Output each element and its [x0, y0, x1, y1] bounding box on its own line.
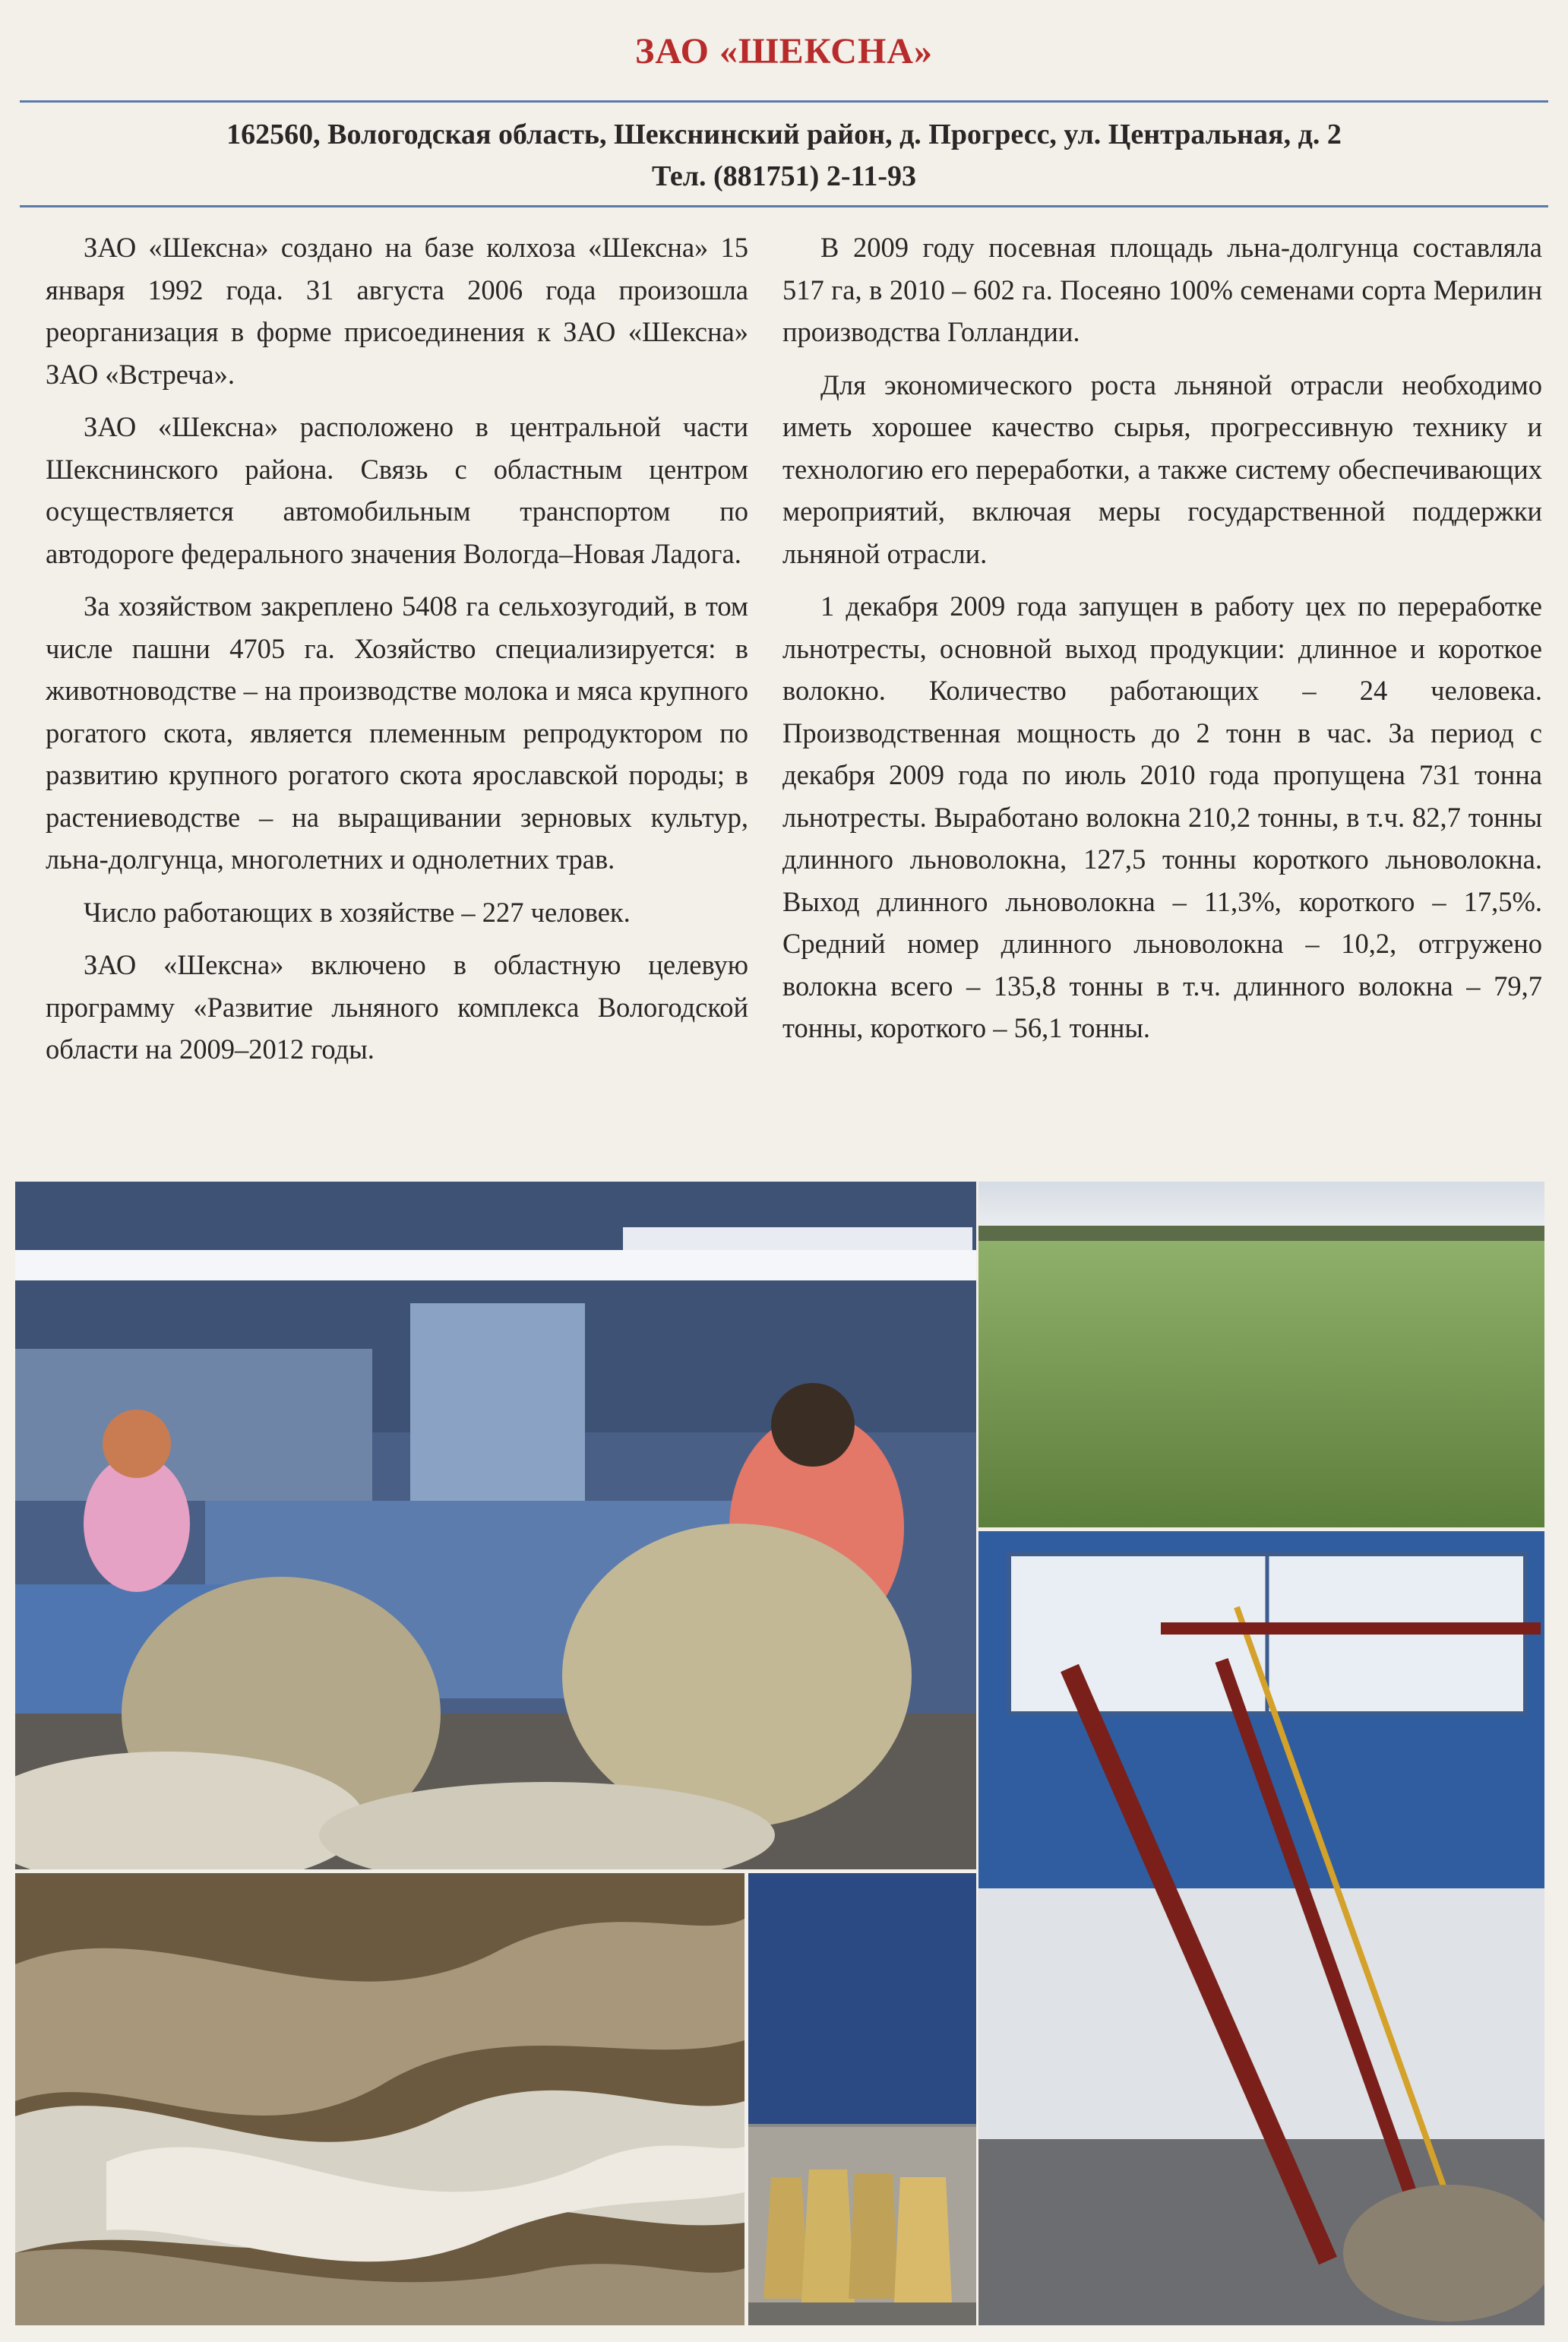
header-rule-top — [20, 100, 1548, 103]
paragraph: Для экономического роста льняной отрасли необходимо иметь хорошее качество сырья, прогрессивную технику и технологию его переработки, а также систему обеспечивающих мероприятий, включая меры государственной поддержки льняной отрасли. — [782, 369, 1542, 569]
paragraph: 1 декабря 2009 года запущен в работу цех по переработке льнотресты, основной выход продукции: длинное и короткое волокно. Количество работающих – 24 человека. Производственная мощность до 2 тонн в час. За период с декабря 2009 года по июль 2010 года пропущена 731 тонна льнотресты. Выработано волокна 210,2 тонны, в т.ч. 82,7 тонны длинного льноволокна, 127,5 тонны короткого льноволокна. Выход длинного льноволокна – 11,3%, короткого – 17,5%. Средний номер длинного льноволокна – 10,2, отгружено волокна всего – 135,8 тонны в т.ч. длинного волокна – 79,7 тонны, короткого – 56,1 тонны. — [782, 590, 1542, 1043]
paragraph: ЗАО «Шексна» расположено в центральной части Шекснинского района. Связь с областным центром осуществляется автомобильным транспортом по автодороге федерального значения Вологда–Новая Ладога. — [46, 411, 748, 569]
right-text-column — [782, 226, 1542, 1060]
phone-line: Тел. (881751) 2-11-93 — [651, 160, 917, 192]
paragraph: Число работающих в хозяйстве – 227 человек. — [84, 896, 631, 928]
photo-flax-field — [978, 1182, 1544, 1527]
paragraph: ЗАО «Шексна» создано на базе колхоза «Шексна» 15 января 1992 года. 31 августа 2006 года произошла реорганизация в форме присоединения к ЗАО «Шексна» ЗАО «Встреча». — [46, 232, 748, 390]
header-rule-bottom — [20, 205, 1548, 207]
photo-warehouse-stairs — [978, 1531, 1544, 2325]
paragraph: За хозяйством закреплено 5408 га сельхозугодий, в том числе пашни 4705 га. Хозяйство специализируется: в животноводстве – на производстве молока и мяса крупного рогатого скота, является племенным репродуктором по развитию крупного рогатого скота ярославской породы; в растениеводстве – на выращивании зерновых культур, льна-долгунца, многолетних и однолетних трав. — [46, 590, 748, 875]
address-line: 162560, Вологодская область, Шекснинский район, д. Прогресс, ул. Центральная, д. 2 — [226, 119, 1342, 150]
left-text-column — [46, 226, 748, 1081]
photo-flax-fiber — [15, 1873, 744, 2325]
paragraph: В 2009 году посевная площадь льна-долгунца составляла 517 га, в 2010 – 602 га. Посеяно 100% семенами сорта Мерилин производства Голландии. — [782, 232, 1542, 347]
photo-flax-bundles — [748, 1873, 976, 2325]
page-title: ЗАО «ШЕКСНА» — [635, 31, 933, 71]
paragraph: ЗАО «Шексна» включено в областную целевую программу «Развитие льняного комплекса Вологодской области на 2009–2012 годы. — [46, 949, 748, 1065]
photo-flax-workshop — [15, 1182, 976, 1869]
